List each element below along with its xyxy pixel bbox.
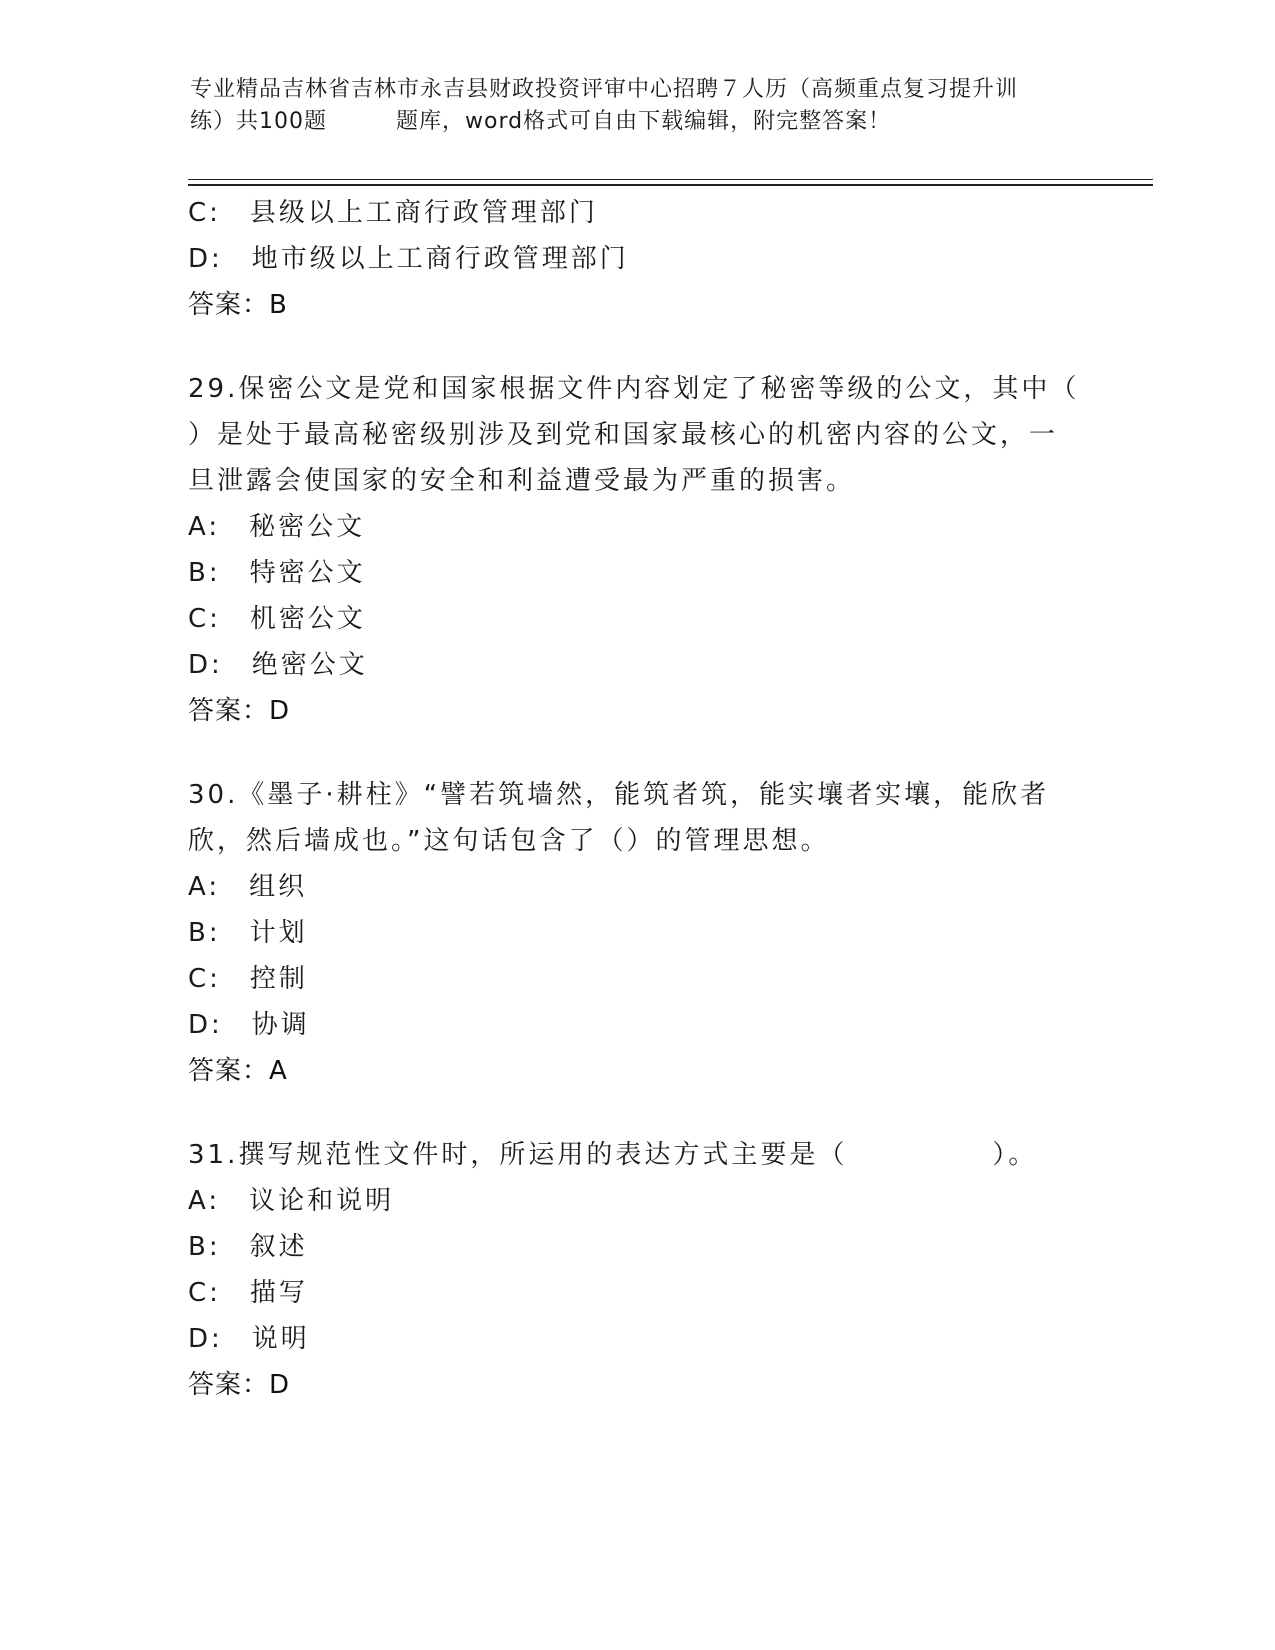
option-b: B: 叙述 [188, 1232, 308, 1262]
option-b: B: 计划 [188, 918, 308, 948]
question-text-line: 30.《墨子·耕柱》“譬若筑墙然，能筑者筑，能实壤者实壤，能欣者 [188, 780, 1050, 810]
document-header [190, 74, 1090, 138]
option-c: C: 描写 [188, 1278, 308, 1308]
option-c: C: 县级以上工商行政管理部门 [188, 198, 598, 228]
answer-line: 答案：D [188, 1370, 291, 1400]
option-c: C: 机密公文 [188, 604, 366, 634]
option-c: C: 控制 [188, 964, 308, 994]
question-text-line: 31.撰写规范性文件时，所运用的表达方式主要是（ ）。 [188, 1140, 1038, 1170]
answer-line: 答案：D [188, 696, 291, 726]
option-b: B: 特密公文 [188, 558, 366, 588]
header-rule-thick [188, 184, 1153, 186]
answer-line: 答案：A [188, 1056, 288, 1086]
option-a: A: 组织 [188, 872, 308, 902]
question-text-line: ）是处于最高秘密级别涉及到党和国家最核心的机密内容的公文，一 [188, 420, 1059, 450]
question-text-line: 29.保密公文是党和国家根据文件内容划定了秘密等级的公文，其中（ [188, 374, 1080, 404]
question-31 [188, 1132, 1088, 1408]
option-d: D: 绝密公文 [188, 650, 368, 680]
question-29 [188, 366, 1088, 734]
question-28-tail [188, 190, 1088, 328]
answer-line: 答案：B [188, 290, 288, 320]
document-body [188, 190, 1088, 1408]
question-text-line: 旦泄露会使国家的安全和利益遭受最为严重的损害。 [188, 466, 856, 496]
question-text-line: 欣，然后墙成也。”这句话包含了（）的管理思想。 [188, 826, 830, 856]
option-a: A: 秘密公文 [188, 512, 366, 542]
option-d: D: 协调 [188, 1010, 310, 1040]
option-d: D: 地市级以上工商行政管理部门 [188, 244, 629, 274]
option-d: D: 说明 [188, 1324, 310, 1354]
header-rule-thin [188, 179, 1153, 180]
question-30 [188, 772, 1088, 1094]
header-line-1: 专业精品吉林省吉林市永吉县财政投资评审中心招聘７人历（高频重点复习提升训 [190, 77, 1019, 102]
option-a: A: 议论和说明 [188, 1186, 395, 1216]
header-line-2: 练）共100题 题库，word格式可自由下载编辑，附完整答案！ [190, 109, 892, 134]
